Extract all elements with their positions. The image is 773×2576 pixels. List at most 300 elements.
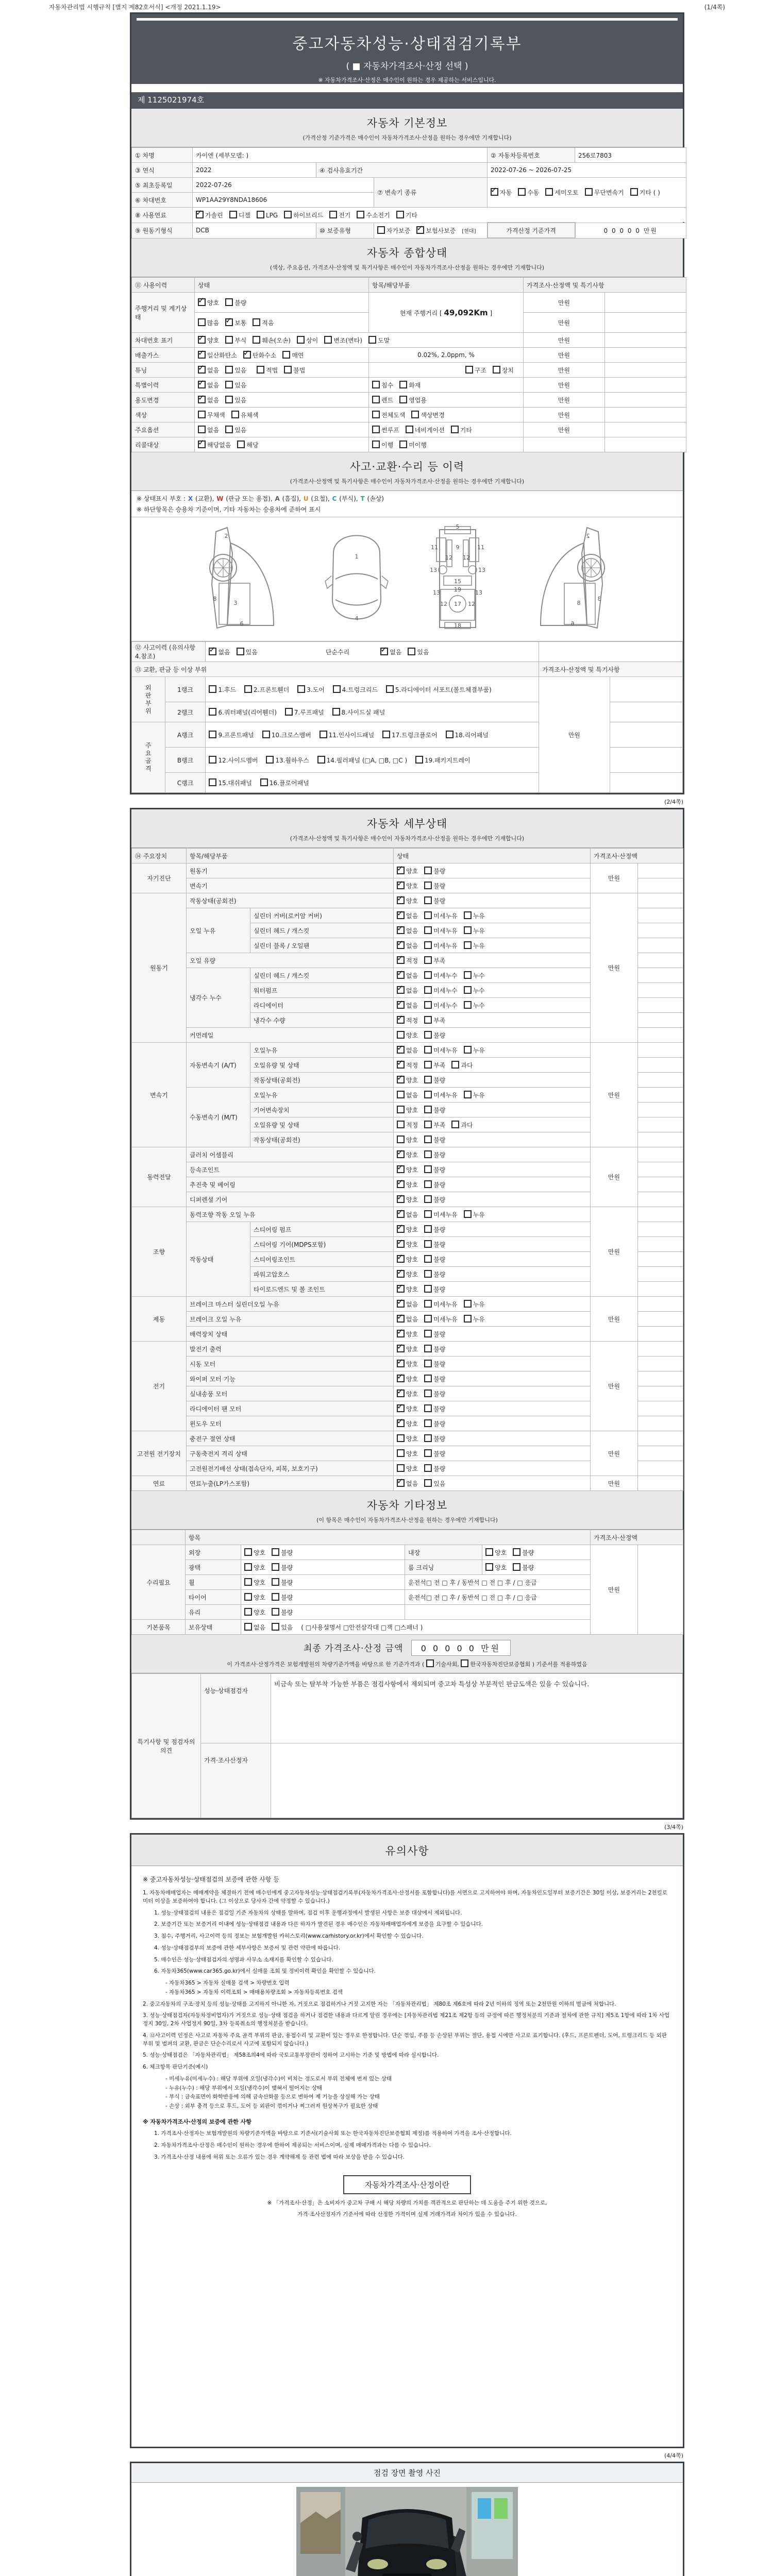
checkbox-미세누유[interactable]: 미세누유	[424, 1046, 457, 1055]
notice-paragraph: 4. 성능·상태점검부의 보증에 관한 세부사항은 보증서 및 관련 약관에 따릅니다.	[154, 1944, 341, 1951]
code-U: U	[303, 495, 309, 502]
notice-paragraph: - 부식 : 금속표면이 화학반응에 의해 금속산화물 등으로 변하여 제 기능을 상실해 가는 상태	[165, 2094, 380, 2100]
accident-table: ⑫ 사고이력 (유의사항 4.참조) ✓없음 있음 단순수리 ✓ 없음 있음 ⑬ 교환, 판금 등 이상 부위 가격조사·산정액 및 특기사항 외 판 부 위 1랭크 1.후드 2.프론트휀더 3.도어 4.트렁크리드 5.라디에이터 서포트(볼트체결부품) 만원 2랭크 6.쿼터패널(리어휀더) 7.루프패널 8.사이드실 패널 주 요 골 격 A랭크 9.프론트패널 10.크로스멤버 11.인사이드패널 17.트렁크플로어 18.리어패널 B랭크 12.사이드멤버 13.휠하우스 14.필러패널 (□A, □B, □C ) 19.패키지트레이 C랭크 15.대쉬패널 16.플로어패널	[131, 641, 683, 793]
checkbox-양호[interactable]: ✓ 양호	[397, 1345, 418, 1353]
checkbox-많음[interactable]: 많음	[198, 318, 219, 327]
checkbox-적정[interactable]: ✓ 적정	[397, 956, 418, 965]
notice-paragraph: 4. ⑫사고이력 인정은 사고로 자동차 주요 골격 부위의 판금, 용접수리 및 교환이 있는 경우로 한정합니다. 단순 꺾임, 주름 등 손상된 부위는 절단, 용접 시에만 사고로 표기합니다. (후드, 프론트펜더, 도어, 트렁크리드 등 외판 부위 및 범퍼의 교환, 판금은 단순수리로서 사고에 포함되지 않습니다.)	[143, 2032, 667, 2047]
notice-paragraph: 2. 중고자동차의 구조·장치 등의 성능·상태를 고지하지 아니한 자, 거짓으로 점검하거나 거짓 고지한 자는 「자동차관리법」 제80조 제6호에 따라 2년 이하의 징역 또는 2천만원 이하의 벌금에 처합니다.	[143, 2001, 616, 2007]
checkbox-하이브리드[interactable]: 하이브리드	[284, 211, 323, 219]
notice-paragraph: 2. 보증기간 또는 보증거리 이내에 성능·상태점검 내용과 다른 하자가 발견된 경우 매수인은 자동차매매업자에게 보증을 요구할 수 있습니다.	[154, 1921, 483, 1928]
wheel-tire-detail: 운전석□ 전 □ 후 / 동반석 □ 전 □ 후 / □ 응급	[405, 1575, 591, 1590]
checkbox-영업용[interactable]: 영업용	[399, 396, 427, 404]
checkbox-양호[interactable]: ✓ 양호	[397, 1180, 418, 1189]
car-side-diagram	[515, 522, 618, 635]
checkbox-불량[interactable]: 불량	[424, 1076, 445, 1084]
final-price-note-prefix: 이 가격조사·산정가격은 보험개발원의 차량기준가액을 바탕으로 한 기준가격과 (	[227, 1661, 426, 1668]
svg-text:6: 6	[570, 620, 575, 627]
checkbox-양호[interactable]: 양호	[397, 1106, 418, 1114]
final-price-note-suffix: ) 기준서를 적용하였음	[530, 1661, 587, 1668]
checkbox-없음[interactable]: ✓ 없음	[397, 926, 418, 935]
notice-paragraph: 5. 매수인은 성능·상태점검자의 성명과 사무소 소재지를 확인할 수 있습니다.	[154, 1956, 333, 1963]
detail-subtitle: (가격조사·산정액 및 특기사항은 매수인이 자동차가격조사·산정을 원하는 경우에만 기재합니다)	[290, 835, 525, 842]
notice-paragraph: - 누유(누수) : 해당 부위에서 오일(냉각수)이 맺혀서 떨어지는 상태	[165, 2084, 322, 2091]
checkbox-LPG[interactable]: LPG	[257, 211, 278, 219]
checkbox-불량[interactable]: 불량	[424, 1031, 445, 1040]
checkbox-렌트[interactable]: 렌트	[372, 396, 393, 404]
final-price-note	[131, 1659, 683, 1668]
detail-header	[131, 809, 683, 848]
basic-info-table	[131, 147, 683, 239]
checkbox-없음[interactable]: 없음	[198, 426, 219, 434]
checkbox-과다[interactable]: 과다	[451, 1121, 473, 1129]
svg-text:11: 11	[477, 544, 484, 551]
checkbox-양호[interactable]: 양호	[397, 1449, 418, 1458]
checkbox-가솔린[interactable]: ✓ 가솔린	[196, 211, 223, 219]
checkbox-불량[interactable]: 불량	[424, 1464, 445, 1473]
checkbox-미세누유[interactable]: 미세누유	[424, 1315, 457, 1324]
checkbox-적음[interactable]: 적음	[253, 318, 274, 327]
accident-subtitle: (가격조사·산정액 및 특기사항은 매수인이 자동차가격조사·산정을 원하는 경우에만 기재합니다)	[290, 478, 525, 485]
svg-text:18: 18	[454, 622, 461, 629]
notice-paragraph: - 손상 : 외부 충격 등으로 후드, 도어 등 외판이 꺾이거나 찌그러져 원상복구가 필요한 상태	[165, 2103, 378, 2109]
detail-state-table	[131, 848, 683, 1491]
detail-table: ⑭ 주요장치 항목/해당부품 상태 가격조사·산정액 자기진단 원동기 ✓ 양호 불량 만원 변속기 ✓ 양호 불량 원동기 작동상태(공회전) ✓ 양호 불량 만원 오일 누유 실린더 커버(로커암 커버) ✓ 없음 미세누유 누유 실린더 헤드 / 개스킷 ✓ 없음 미세누유 누유 실린더 블록 / 오일팬 ✓ 없음 미세누유 누유 오일 유량 ✓ 적정 부족 냉각수 누수 실린더 헤드 / 개스킷 ✓ 없음 미세누수 누수 워터펌프 ✓ 없음 미세누수 누수 라디에이터 ✓ 없음 미세누수 누수 냉각수 수량 ✓ 적정 부족 커먼레일 양호 불량 변속기 자동변속기 (A/T) 오일누유 ✓ 없음 미세누유 누유 만원 오일유량 및 상태 ✓ 적정 부족 과다 작동상태(공회전) ✓ 양호 불량 수동변속기 (M/T) 오일누유 없음 미세누유 누유 기어변속장치 양호 불량 오일유량 및 상태 적정 부족 과다 작동상태(공회전) 양호 불량 동력전달 클러치 어셈블리 ✓ 양호 불량 만원 등속조인트 ✓ 양호 불량 추진축 및 베어링 ✓ 양호 불량 디퍼렌셜 기어 ✓ 양호 불량 조향 동력조향 작동 오일 누유 ✓ 없음 미세누유 누유 만원 작동상태 스티어링 펌프 ✓ 양호 불량 스티어링 기어(MDPS포함) ✓ 양호 불량 스티어링조인트 ✓ 양호 불량 파워고압호스 ✓ 양호 불량 타이로드엔드 및 볼 조인트 ✓ 양호 불량 제동 브레이크 마스터 실린더오일 누유 ✓ 없음 미세누유 누유 만원 브레이크 오일 누유 ✓ 없음 미세누유 누유 배력장치 상태 ✓ 양호 불량 전기 발전기 출력 ✓ 양호 불량 만원 시동 모터 ✓ 양호 불량 와이퍼 모터 기능 ✓ 양호 불량 실내송풍 모터 ✓ 양호 불량 라디에이터 팬 모터 ✓ 양호 불량 윈도우 모터 ✓ 양호 불량 고전원 전기장치 충전구 절연 상태 양호 불량 만원 구동축전지 격리 상태 양호 불량 고전원전기배선 상태(접속단자, 피복, 보호기구) 양호 불량 연료 연료누출(LP가스포함) ✓ 없음 있음 만원	[131, 848, 683, 1491]
notice-paragraph: 3. 성능·상태점검자(자동차정비업자)가 거짓으로 성능·상태 점검을 하거나 점검한 내용과 다르게 알린 경우에는 [자동차관리법 제21조 제2항 등의 규정에 따른 행정처분의 기준과 절차에 관한 규칙] 제5조 1항에 따라 1차 사업정지 30일, 2차 사업정지 90일, 3차 등록취소의 행정처분을 받습니다.	[143, 2012, 670, 2027]
etc-table: 항목 가격조사·산정액 수리필요 외장 양호 불량 내장 양호 불량 만원 광택 양호 불량 룸 크리닝 양호 불량 휠 양호 불량 운전석□ 전 □ 후 / 동반석 □ 전 □ 후 / □ 응급 타이어 양호 불량 운전석□ 전 □ 후 / 동반석 □ 전 □ 후 / □ 응급 유리 양호 불량 기본품목 보유상태 없음 있음 ( □사용설명서 □안전삼각대 □잭 □스패너 )	[131, 1530, 683, 1635]
checkbox-불량[interactable]: 불량	[424, 1434, 445, 1443]
checkbox-없음[interactable]: ✓없음	[209, 648, 230, 656]
checkbox-불량[interactable]: 불량	[424, 1240, 445, 1249]
checkbox-양호[interactable]: ✓ 양호	[198, 336, 219, 345]
checkbox-양호[interactable]: ✓ 양호	[397, 1330, 418, 1338]
checkbox-미세누유[interactable]: 미세누유	[424, 1210, 457, 1219]
checkbox-양호[interactable]: ✓ 양호	[397, 1150, 418, 1159]
checkbox-적법[interactable]: 적법	[257, 366, 278, 375]
checkbox-누유[interactable]: 누유	[464, 926, 485, 935]
engineer-assoc-checkbox[interactable]	[426, 1659, 434, 1667]
price-survey-box: 자동차가격조사·산정이란	[343, 2175, 471, 2194]
opinion-table: 특기사항 및 점검자의 의견 성능·상태점검자 비금속 또는 탈부착 가능한 부품은 점검사항에서 제외되며 중고차 특성상 부분적인 판금도색은 있을 수 있습니다. 가격·조사산정자	[131, 1673, 683, 1818]
price-survey-note2: 가격·조사산정자가 기준서에 따라 산정한 가격이며 실제 거래가격과 차이가 있을 수 있습니다.	[297, 2211, 517, 2218]
page-4	[130, 2462, 684, 2576]
checkbox-미세누수[interactable]: 미세누수	[424, 971, 457, 980]
checkbox-없음[interactable]: ✓ 없음	[397, 1001, 418, 1010]
checkbox-불량[interactable]: 불량	[424, 1389, 445, 1398]
notice-paragraph: - 자동차365 > 자동차 이력조회 > 매매용차량조회 > 자동차등록번호 검색	[165, 1989, 343, 1995]
notice-paragraph: 1. 자동차매매업자는 매매계약을 체결하기 전에 매수인에게 중고자동차성능·상태점검기록부(자동차가격조사·산정서를 포함합니다)를 서면으로 고지하여야 하며, 자동차인도일부터 보증기간은 30일 이상, 보증거리는 2천킬로미터 이상을 보증하여야 합니다. (그 이상으로 당사자 간에 약정할 수 있습니다.)	[143, 1890, 667, 1904]
svg-text:12: 12	[445, 554, 452, 561]
etc-info-table	[131, 1530, 683, 1635]
checkbox-부족[interactable]: 부족	[424, 1016, 445, 1025]
checkbox-일산화탄소[interactable]: ✓ 일산화탄소	[198, 351, 237, 360]
current-mileage: 49,092Km	[444, 308, 488, 317]
checkbox-불량[interactable]: 불량	[424, 1375, 445, 1383]
panel-item[interactable]: 12.사이드멤버	[209, 756, 258, 765]
panel-item[interactable]: 15.대쉬패널	[209, 778, 251, 787]
svg-text:13: 13	[433, 589, 440, 596]
panel-item[interactable]: 18.리어패널	[446, 731, 489, 739]
checkbox-기타[interactable]: 기타	[451, 426, 472, 434]
notice-paragraph: 5. 성능·상태점검은 「자동차관리법」 제58조의4에 따라 국토교통부장관이 정하여 고시하는 기준 및 방법에 따라 실시합니다.	[143, 2052, 439, 2059]
checkbox-미세누유[interactable]: 미세누유	[424, 926, 457, 935]
checkbox-누유[interactable]: 누유	[464, 1315, 485, 1324]
checkbox-해당[interactable]: 해당	[237, 440, 258, 449]
checkbox-적정[interactable]: 적정	[397, 1121, 418, 1129]
checkbox-불량[interactable]: 불량	[225, 298, 246, 307]
mileage-cell: 현재 주행거리 [ 49,092Km ]	[369, 293, 524, 333]
basic-info-title: 자동차 기본정보	[366, 117, 448, 129]
checkbox-불량[interactable]: 불량	[424, 896, 445, 905]
page-number-4: (4/4쪽)	[664, 2452, 683, 2459]
checkbox-없음[interactable]: ✓ 없음	[397, 1046, 418, 1055]
checkbox-적정[interactable]: ✓ 적정	[397, 1016, 418, 1025]
checkbox-변조(변타)[interactable]: 변조(변타)	[324, 336, 362, 345]
engineer-assoc-label: 기술사회,	[435, 1661, 459, 1668]
form-title-note: ※ 자동차가격조사·산정은 매수인이 원하는 경우 제공하는 서비스입니다.	[318, 77, 496, 83]
checkbox-미세누수[interactable]: 미세누수	[424, 986, 457, 995]
page-1	[130, 12, 684, 794]
price-survey-note1: ※ 「가격조사·산정」은 소비자가 중고차 구매 시 해당 차량의 가치를 객관적으로 판단하는 데 도움을 주기 위한 것으로,	[267, 2199, 547, 2206]
notice-paragraph: 1. 가격조사·산정자는 보험개발원의 차량기준가액을 바탕으로 기준서(기술사회 또는 한국자동차진단보증협회 제정)를 적용하여 가격을 조사·산정합니다.	[154, 2130, 512, 2137]
document	[130, 12, 684, 2576]
panel-item[interactable]: 13.휠하우스	[266, 756, 309, 765]
checkbox-양호[interactable]: 양호	[397, 1464, 418, 1473]
notice-paragraph: 6. 체크항목 판단기준(예시)	[143, 2064, 208, 2070]
checkbox-양호[interactable]: ✓ 양호	[397, 1195, 418, 1204]
checkbox-양호[interactable]: 양호	[485, 1548, 507, 1557]
checkbox-미세누유[interactable]: 미세누유	[424, 1091, 457, 1099]
notice-paragraph: 2. 자동차가격조사·산정은 매수인이 원하는 경우에 한하여 제공되는 서비스이며, 실제 매매가격과는 다를 수 있습니다.	[154, 2142, 431, 2148]
panel-item[interactable]: 6.쿼터패널(리어휀더)	[209, 708, 277, 717]
checkbox-있음[interactable]: 있음	[225, 366, 246, 375]
code-T: T	[360, 495, 365, 502]
checkbox-양호[interactable]: ✓ 양호	[397, 1389, 418, 1398]
checkbox-양호[interactable]: ✓ 양호	[397, 1360, 418, 1368]
checkbox-네비게이션[interactable]: 네비게이션	[406, 426, 445, 434]
checkbox-양호[interactable]: ✓ 양호	[397, 1419, 418, 1428]
notice-body	[131, 1866, 683, 2230]
checkbox-양호[interactable]: 양호	[244, 1578, 265, 1587]
wheel-tire-detail: 운전석□ 전 □ 후 / 동반석 □ 전 □ 후 / □ 응급	[405, 1590, 591, 1605]
page-number-1: (1/4쪽)	[704, 4, 725, 11]
svg-text:19: 19	[454, 586, 461, 593]
checkbox-보통[interactable]: ✓ 보통	[225, 318, 246, 327]
panel-item[interactable]: 17.트렁크플로어	[382, 731, 438, 739]
checkbox-누유[interactable]: 누유	[464, 1210, 485, 1219]
checkbox-양호[interactable]: ✓ 양호	[397, 896, 418, 905]
checkbox-누유[interactable]: 누유	[464, 1300, 485, 1309]
page-number-3: (3/4쪽)	[664, 1824, 683, 1831]
svg-text:13: 13	[475, 589, 482, 596]
legend-prefix: ※ 상태표시 부호 :	[137, 495, 188, 502]
checkbox-전기[interactable]: 전기	[329, 211, 350, 219]
checkbox-불량[interactable]: 불량	[424, 1330, 445, 1338]
panel-item[interactable]: 2.프론트휀더	[244, 685, 289, 694]
checkbox-불량[interactable]: 불량	[424, 882, 445, 890]
car-damage-diagrams	[131, 517, 683, 641]
checkbox-양호[interactable]: ✓ 양호	[397, 1375, 418, 1383]
accident-history-table	[131, 641, 683, 793]
checkbox-있음[interactable]: 있음	[225, 426, 246, 434]
comp-table: ⑪ 사용이력 상태 항목/해당부품 가격조사·산정액 및 특기사항 주행거리 및 계기상태 ✓양호 불량 현재 주행거리 [ 49,092Km ] 만원 많음 ✓ 보통 적음 만원 차대번호 표기 ✓ 양호 부식 훼손(오손) 상이 변조(변타) 도말 만원 배출가스 ✓ 일산화탄소 ✓ 탄화수소 매연 0.02%, 2.0ppm, % 만원 튜닝 ✓ 없음 있음 적법 불법 구조 장치 만원 특별이력 ✓ 없음 있음 침수 화재 만원 용도변경 ✓ 없음 있음 렌트 영업용 만원 색상 무채색 유채색 전체도색 색상변경 만원 주요옵션 없음 있음 썬루프 네비게이션 기타 만원 리콜대상 ✓ 해당없음 해당 이행 미이행	[131, 277, 686, 452]
svg-text:11: 11	[431, 544, 438, 551]
checkbox-자동[interactable]: ✓ 자동	[491, 188, 512, 197]
checkbox-있음[interactable]: 있음	[272, 1623, 293, 1632]
checkbox-없음[interactable]: 없음	[244, 1623, 265, 1632]
checkbox-양호[interactable]: ✓ 양호	[397, 1404, 418, 1413]
checkbox-양호[interactable]: 양호	[485, 1563, 507, 1572]
checkbox-전체도색[interactable]: 전체도색	[372, 411, 405, 419]
checkbox-불량[interactable]: 불량	[424, 1106, 445, 1114]
svg-text:3: 3	[597, 596, 601, 602]
panel-item[interactable]: 9.프론트패널	[209, 731, 254, 739]
legend-note: ※ 하단항목은 승용차 기준이며, 기타 자동차는 승용차에 준하여 표시	[137, 506, 321, 513]
etc-subtitle: (이 항목은 매수인이 자동차가격조사·산정을 원하는 경우에만 기재합니다)	[316, 1517, 498, 1523]
checkbox-불량[interactable]: 불량	[272, 1548, 293, 1557]
checkbox-썬루프[interactable]: 썬루프	[372, 426, 399, 434]
panel-item[interactable]: 14.필러패널 (□A, □B, □C )	[317, 756, 408, 765]
checkbox-미세누유[interactable]: 미세누유	[424, 1300, 457, 1309]
notice-intro: ※ 중고자동차성능·상태점검의 보증에 관한 사항 등	[143, 1876, 279, 1883]
checkbox-양호[interactable]: 양호	[244, 1593, 265, 1602]
svg-text:2: 2	[224, 533, 228, 539]
svg-text:8: 8	[213, 596, 217, 602]
checkbox-부족[interactable]: 부족	[424, 1061, 445, 1070]
checkbox-매연[interactable]: 매연	[282, 351, 304, 360]
checkbox-과다[interactable]: 과다	[451, 1061, 473, 1070]
checkbox-양호[interactable]: ✓ 양호	[397, 1285, 418, 1294]
svg-text:12: 12	[468, 601, 475, 607]
checkbox-누유[interactable]: 누유	[464, 941, 485, 950]
checkbox-수소전기[interactable]: 수소전기	[357, 211, 390, 219]
panel-item[interactable]: 7.루프패널	[285, 708, 324, 717]
checkbox-양호[interactable]: 양호	[244, 1563, 265, 1572]
notice-header	[131, 1835, 683, 1866]
checkbox-탄화수소[interactable]: ✓ 탄화수소	[243, 351, 276, 360]
checkbox-불량[interactable]: 불량	[424, 1180, 445, 1189]
checkbox-수동[interactable]: 수동	[518, 188, 539, 197]
checkbox-침수[interactable]: 침수	[372, 381, 393, 389]
checkbox-불량[interactable]: 불량	[424, 1165, 445, 1174]
checkbox-불량[interactable]: 불량	[424, 1449, 445, 1458]
car-side-diagram	[196, 522, 299, 635]
checkbox-양호[interactable]: 양호	[244, 1548, 265, 1557]
panel-item[interactable]: 16.플로어패널	[260, 778, 309, 787]
checkbox-없음[interactable]: 없음	[397, 1091, 418, 1099]
front-photo-svg	[296, 2487, 518, 2576]
checkbox-불법[interactable]: 불법	[284, 366, 305, 375]
panel-item[interactable]: 1.후드	[209, 685, 236, 694]
checkbox-불량[interactable]: 불량	[424, 1419, 445, 1428]
checkbox-양호[interactable]: ✓ 양호	[397, 1225, 418, 1234]
checkbox-양호[interactable]: ✓ 양호	[397, 1240, 418, 1249]
checkbox-불량[interactable]: 불량	[424, 1150, 445, 1159]
checkbox-불량[interactable]: 불량	[424, 1285, 445, 1294]
checkbox-불량[interactable]: 불량	[424, 1404, 445, 1413]
document-number: 제 1125021974호	[131, 91, 683, 109]
panel-item[interactable]: 8.사이드실 패널	[332, 708, 385, 717]
etc-header	[131, 1491, 683, 1530]
panel-item[interactable]: 4.트렁크리드	[333, 685, 378, 694]
checkbox-없음[interactable]: ✓ 없음	[397, 911, 418, 920]
checkbox-불량[interactable]: 불량	[424, 867, 445, 875]
checkbox-없음[interactable]: ✓ 없음	[397, 941, 418, 950]
form-meta-line	[49, 3, 725, 11]
checkbox-미세누유[interactable]: 미세누유	[424, 911, 457, 920]
checkbox-보험사보증[interactable]: ✓ 보험사보증	[416, 226, 456, 235]
checkbox-부식[interactable]: 부식	[225, 336, 246, 345]
checkbox-불량[interactable]: 불량	[424, 1255, 445, 1264]
checkbox-있음[interactable]: 있음	[424, 1479, 445, 1488]
notice-paragraph: - 미세누유(미세누수) : 해당 부위에 오일(냉각수)이 비치는 정도로서 부위 전체에 번져 있는 상태	[165, 2075, 392, 2082]
checkbox-부족[interactable]: 부족	[424, 956, 445, 965]
checkbox-양호[interactable]: 양호	[397, 1136, 418, 1144]
checkbox-양호[interactable]: ✓ 양호	[397, 1270, 418, 1279]
checkbox-양호[interactable]: 양호	[397, 1031, 418, 1040]
detail-title: 자동차 세부상태	[366, 818, 448, 830]
checkbox-양호[interactable]: ✓ 양호	[397, 1255, 418, 1264]
checkbox-색상변경[interactable]: 색상변경	[411, 411, 444, 419]
checkbox-구조[interactable]: 구조	[465, 366, 486, 375]
checkbox-이행[interactable]: 이행	[372, 440, 393, 449]
checkbox-있음[interactable]: 있음	[225, 396, 246, 404]
panel-item[interactable]: 11.인사이드패널	[320, 731, 375, 739]
inspector-opinion-table	[131, 1673, 683, 1818]
panel-item[interactable]: 10.크로스멤버	[262, 731, 311, 739]
checkbox-없음[interactable]: ✓ 없음	[380, 648, 401, 656]
emission-values: 0.02%, 2.0ppm, %	[369, 348, 524, 363]
checkbox-세미오토[interactable]: 세미오토	[545, 188, 578, 197]
checkbox-무단변속기[interactable]: 무단변속기	[585, 188, 624, 197]
accident-title: 사고·교환·수리 등 이력	[349, 461, 465, 473]
checkbox-있음[interactable]: 있음	[225, 381, 246, 389]
comprehensive-subtitle: (색상, 주요옵션, 가격조사·산정액 및 특기사항은 매수인이 자동차가격조사·산정을 원하는 경우에만 기재합니다)	[270, 264, 545, 271]
notice-title: 유의사항	[385, 1845, 429, 1857]
checkbox-있음[interactable]: 있음	[408, 648, 429, 656]
checkbox-없음[interactable]: ✓ 없음	[397, 1300, 418, 1309]
front-inspection-photo	[131, 2483, 683, 2576]
accident-header	[131, 452, 683, 491]
checkbox-양호[interactable]: 양호	[244, 1608, 265, 1617]
legend-codes: ※ 상태표시 부호 : X (교환), W (판금 또는 용접), A (흠집), U (요철), C (부식), T (손상)	[137, 495, 384, 502]
checkbox-불량[interactable]: 불량	[513, 1563, 534, 1572]
svg-text:12: 12	[463, 554, 470, 561]
diagnosis-assoc-checkbox[interactable]	[461, 1659, 468, 1667]
checkbox-훼손(오손)[interactable]: 훼손(오손)	[253, 336, 291, 345]
checkbox-불량[interactable]: 불량	[272, 1593, 293, 1602]
checkbox-미이행[interactable]: 미이행	[399, 440, 427, 449]
svg-text:17: 17	[454, 601, 461, 607]
etc-title: 자동차 기타정보	[366, 1499, 448, 1512]
checkbox-불량[interactable]: 불량	[424, 1345, 445, 1353]
comprehensive-table	[131, 277, 683, 452]
basic-info-subtitle: (가격산정 기준가격은 매수인이 자동차가격조사·산정을 원하는 경우에만 기재합니다)	[303, 134, 512, 141]
panel-item[interactable]: 5.라디에이터 서포트(볼트체결부품)	[386, 685, 492, 694]
checkbox-불량[interactable]: 불량	[424, 1136, 445, 1144]
checkbox-양호[interactable]: ✓ 양호	[397, 1076, 418, 1084]
checkbox-기타[interactable]: 기타	[396, 211, 417, 219]
checkbox-디젤[interactable]: 디젤	[229, 211, 250, 219]
page-3	[130, 1833, 684, 2448]
checkbox-없음[interactable]: ✓ 없음	[198, 366, 219, 375]
checkbox-미세누수[interactable]: 미세누수	[424, 1001, 457, 1010]
notice-paragraph: 3. 가격조사·산정 내용에 허위 또는 오류가 있는 경우 계약해제 등 관련 법에 따라 보상을 받을 수 있습니다.	[154, 2154, 405, 2160]
checkbox-장치[interactable]: 장치	[493, 366, 514, 375]
svg-text:3: 3	[233, 600, 238, 606]
checkbox-미세누유[interactable]: 미세누유	[424, 941, 457, 950]
car-top-diagram	[313, 522, 400, 635]
checkbox-없음[interactable]: ✓ 없음	[198, 381, 219, 389]
checkbox-누수[interactable]: 누수	[464, 971, 485, 980]
checkbox-기타 ( )[interactable]: 기타 ( )	[630, 188, 660, 197]
svg-text:1: 1	[355, 553, 359, 560]
checkbox-없음[interactable]: ✓ 없음	[397, 1315, 418, 1324]
checkbox-무채색[interactable]: 무채색	[198, 411, 225, 419]
checkbox-누유[interactable]: 누유	[464, 1046, 485, 1055]
checkbox-없음[interactable]: ✓ 없음	[397, 971, 418, 980]
checkbox-없음[interactable]: ✓ 없음	[397, 1210, 418, 1219]
final-price-value: 0 0 0 0 0 만원	[411, 1640, 511, 1656]
checkbox-있음[interactable]: 있음	[237, 648, 258, 656]
photo-section-header: 점검 장면 촬영 사진	[131, 2463, 683, 2483]
checkbox-불량[interactable]: 불량	[513, 1548, 534, 1557]
checkbox-해당없음[interactable]: ✓ 해당없음	[198, 440, 231, 449]
notice-paragraph: 1. 성능·상태점검의 내용은 점검일 기준 자동차의 상태를 말하며, 점검 이후 운행과정에서 발생된 사항은 보증 대상에서 제외됩니다.	[154, 1909, 462, 1916]
code-A: A	[275, 495, 280, 502]
checkbox-부족[interactable]: 부족	[424, 1121, 445, 1129]
price-survey-box-wrap	[143, 2175, 671, 2219]
checkbox-불량[interactable]: 불량	[272, 1608, 293, 1617]
checkbox-양호[interactable]: ✓ 양호	[397, 882, 418, 890]
checkbox-누수[interactable]: 누수	[464, 1001, 485, 1010]
checkbox-없음[interactable]: ✓ 없음	[397, 986, 418, 995]
checkbox-불량[interactable]: 불량	[272, 1563, 293, 1572]
code-X: X	[188, 495, 193, 502]
checkbox-양호[interactable]: ✓양호	[198, 298, 219, 307]
checkbox-누유[interactable]: 누유	[464, 1091, 485, 1099]
checkbox-적정[interactable]: ✓ 적정	[397, 1061, 418, 1070]
checkbox-화재[interactable]: 화재	[399, 381, 421, 389]
form-title: 중고자동차성능·상태점검기록부	[292, 35, 522, 53]
checkbox-없음[interactable]: ✓ 없음	[198, 396, 219, 404]
checkbox-양호[interactable]: ✓ 양호	[397, 1165, 418, 1174]
checkbox-없음[interactable]: ✓ 없음	[397, 1479, 418, 1488]
checkbox-양호[interactable]: 양호	[397, 1434, 418, 1443]
checkbox-불량[interactable]: 불량	[424, 1195, 445, 1204]
svg-text:13: 13	[430, 567, 437, 573]
checkbox-상이[interactable]: 상이	[297, 336, 318, 345]
panel-item[interactable]: 3.도어	[297, 685, 325, 694]
checkbox-불량[interactable]: 불량	[424, 1360, 445, 1368]
panel-item[interactable]: 19.패키지트레이	[415, 756, 470, 765]
basic-info-header	[131, 109, 683, 147]
checkbox-불량[interactable]: 불량	[272, 1578, 293, 1587]
checkbox-유채색[interactable]: 유채색	[231, 411, 259, 419]
checkbox-누유[interactable]: 누유	[464, 911, 485, 920]
checkbox-불량[interactable]: 불량	[424, 1225, 445, 1234]
checkbox-도말[interactable]: 도말	[368, 336, 390, 345]
final-price-box	[131, 1635, 683, 1673]
checkbox-자가보증[interactable]: 자가보증	[377, 226, 410, 235]
checkbox-양호[interactable]: ✓ 양호	[397, 867, 418, 875]
svg-text:4: 4	[355, 615, 359, 622]
svg-text:6: 6	[240, 620, 244, 627]
svg-text:12: 12	[440, 601, 447, 607]
svg-text:15: 15	[454, 578, 461, 585]
checkbox-불량[interactable]: 불량	[424, 1270, 445, 1279]
checkbox-누수[interactable]: 누수	[464, 986, 485, 995]
